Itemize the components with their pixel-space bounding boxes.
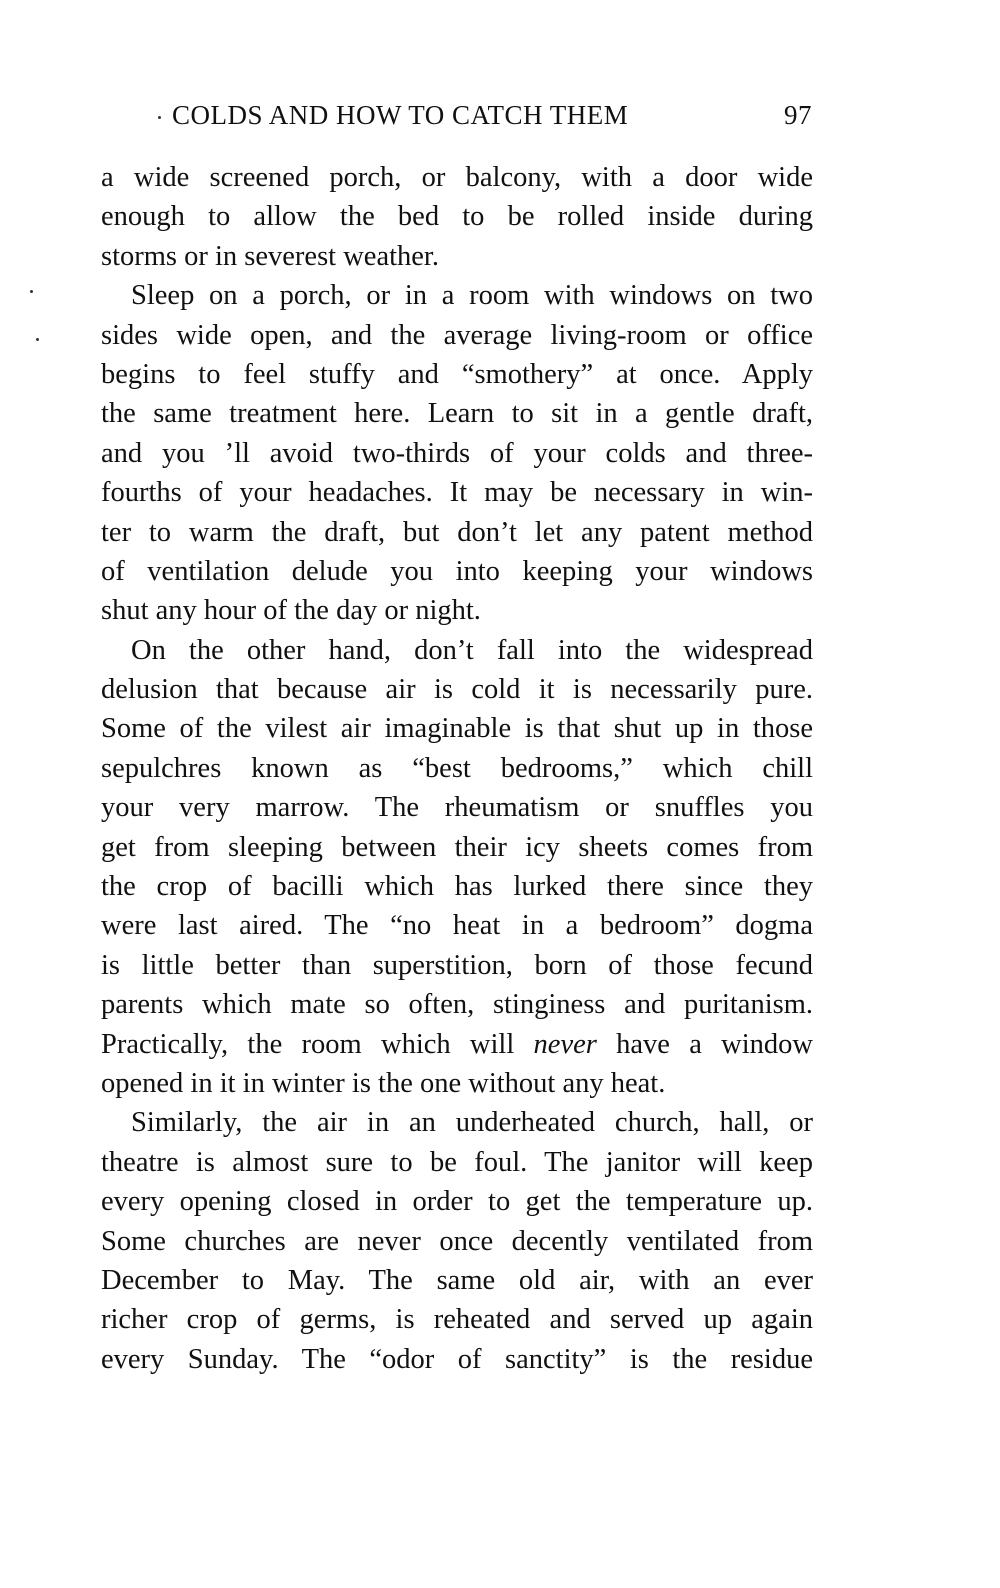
text-line: the crop of bacilli which has lurked there since they bbox=[101, 871, 813, 903]
text-line: ter to warm the draft, but don’t let any patent method bbox=[101, 516, 813, 548]
text-line: begins to feel stuffy and “smothery” at once. Apply bbox=[101, 358, 813, 390]
body-text bbox=[101, 158, 813, 1379]
text-line: every opening closed in order to get the temperature up. bbox=[101, 1186, 813, 1218]
text-line: of ventilation delude you into keeping your windows bbox=[101, 555, 813, 587]
text-line: Some of the vilest air imaginable is that shut up in those bbox=[101, 713, 813, 745]
text-line: your very marrow. The rheumatism or snuffles you bbox=[101, 792, 813, 824]
text-line: every Sunday. The “odor of sanctity” is the residue bbox=[101, 1343, 813, 1375]
text-line: and you ’ll avoid two-thirds of your colds and three- bbox=[101, 437, 813, 469]
text-line: fourths of your headaches. It may be necessary in win- bbox=[101, 477, 813, 509]
ink-speck bbox=[36, 338, 39, 341]
text-line: Sleep on a porch, or in a room with windows on two bbox=[131, 280, 813, 312]
text-line: theatre is almost sure to be foul. The janitor will keep bbox=[101, 1146, 813, 1178]
text-line: sides wide open, and the average living-room or office bbox=[101, 319, 813, 351]
text-segment: have a window bbox=[596, 1028, 813, 1060]
text-line: sepulchres known as “best bedrooms,” which chill bbox=[101, 752, 813, 784]
text-segment: Practically, the room which will bbox=[101, 1028, 534, 1060]
text-line: storms or in severest weather. bbox=[101, 240, 439, 272]
text-line: get from sleeping between their icy sheets comes from bbox=[101, 831, 813, 863]
text-line: parents which mate so often, stinginess and puritanism. bbox=[101, 989, 813, 1021]
text-line: the same treatment here. Learn to sit in a gentle draft, bbox=[101, 398, 813, 430]
running-title: COLDS AND HOW TO CATCH THEM bbox=[172, 100, 629, 130]
text-line-with-emphasis bbox=[101, 1025, 813, 1064]
ink-speck bbox=[30, 290, 33, 293]
text-line: delusion that because air is cold it is necessarily pure. bbox=[101, 674, 813, 706]
text-line: is little better than superstition, born of those fecund bbox=[101, 949, 813, 981]
text-line: shut any hour of the day or night. bbox=[101, 595, 481, 627]
page-number: 97 bbox=[784, 100, 812, 130]
running-head bbox=[172, 100, 812, 140]
text-line: On the other hand, don’t fall into the widespread bbox=[131, 634, 813, 666]
ink-speck bbox=[158, 116, 161, 119]
text-line: Similarly, the air in an underheated church, hall, or bbox=[131, 1107, 813, 1139]
text-line: opened in it in winter is the one without any heat. bbox=[101, 1067, 666, 1099]
text-line: richer crop of germs, is reheated and served up again bbox=[101, 1304, 813, 1336]
emphasis-never: never bbox=[533, 1028, 597, 1060]
text-line: a wide screened porch, or balcony, with a door wide bbox=[101, 162, 813, 193]
text-line: December to May. The same old air, with an ever bbox=[101, 1264, 813, 1296]
text-line: enough to allow the bed to be rolled inside during bbox=[101, 201, 813, 233]
text-line: were last aired. The “no heat in a bedroom” dogma bbox=[101, 910, 813, 942]
text-line: Some churches are never once decently ventilated from bbox=[101, 1225, 813, 1257]
